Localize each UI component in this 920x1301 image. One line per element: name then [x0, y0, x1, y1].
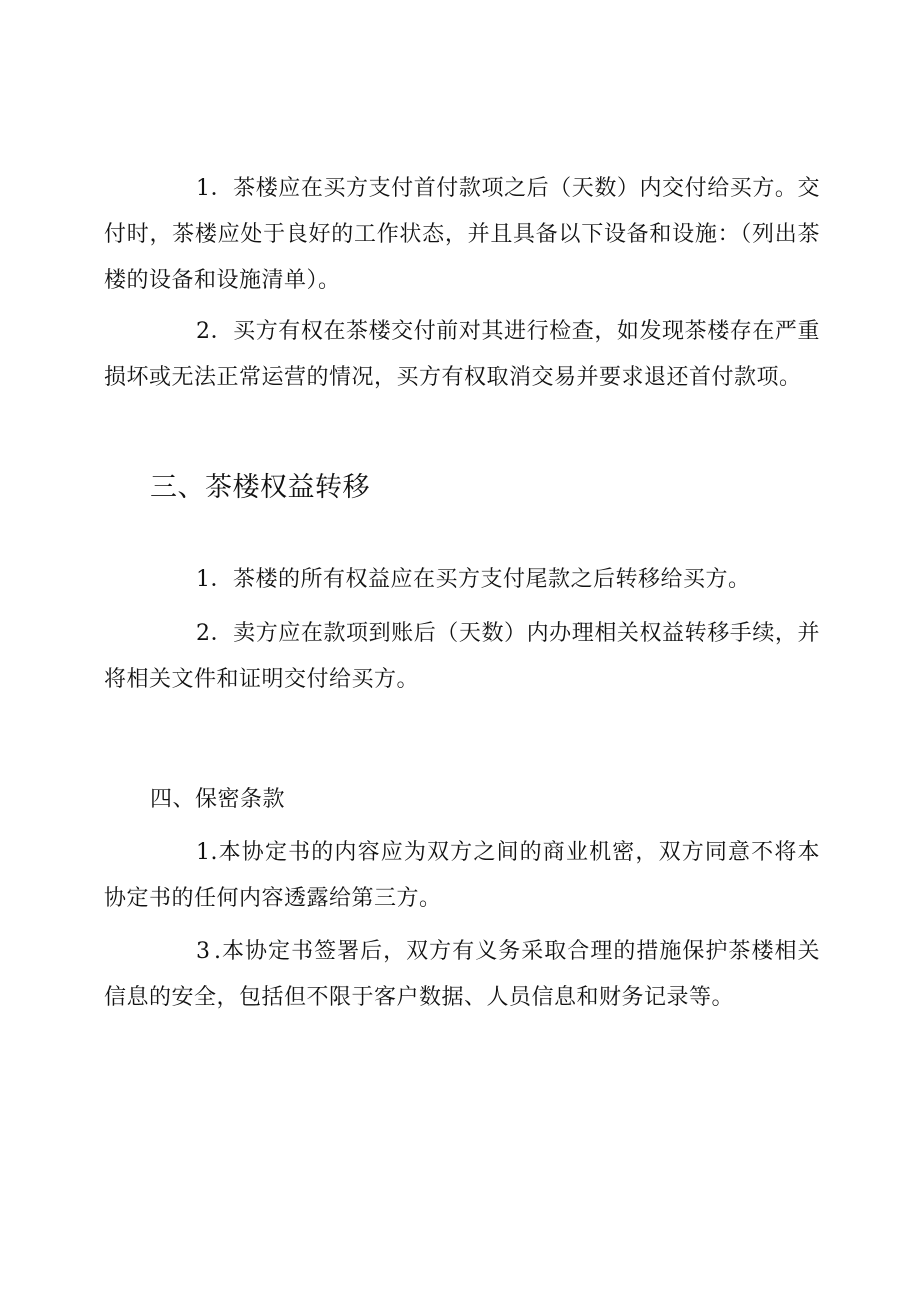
item-text: ．卖方应在款项到账后（天数）内办理相关权益转移手续，并将相关文件和证明交付给买方。: [104, 621, 820, 692]
section3-item1: [104, 557, 820, 603]
section4-heading: 四、保密条款: [150, 787, 286, 812]
item-text: .本协定书签署后，双方有义务采取合理的措施保护茶楼相关信息的安全，包括但不限于客户数据、人员信息和财务记录等。: [104, 939, 820, 1010]
item-text: ．茶楼的所有权益应在买方支付尾款之后转移给买方。: [210, 567, 751, 592]
item-text: .本协定书的内容应为双方之间的商业机密，双方同意不将本协定书的任何内容透露给第三方。: [104, 840, 820, 911]
section2-item2: [104, 309, 820, 401]
section4-item2: [104, 929, 820, 1021]
section3-item2: [104, 611, 820, 703]
item-number: 2: [196, 319, 211, 344]
item-number: 1: [196, 840, 211, 865]
item-number: 1: [196, 176, 211, 201]
item-number: 2: [196, 621, 211, 646]
item-text: ．买方有权在茶楼交付前对其进行检查，如发现茶楼存在严重损坏或无法正常运营的情况，买方有权取消交易并要求退还首付款项。: [104, 319, 820, 390]
item-number: 3: [196, 939, 211, 964]
section4-item1: [104, 830, 820, 922]
item-text: ．茶楼应在买方支付首付款项之后（天数）内交付给买方。交付时，茶楼应处于良好的工作状态，并且具备以下设备和设施：（列出茶楼的设备和设施清单）。: [104, 176, 820, 293]
section3-heading: 三、茶楼权益转移: [150, 472, 370, 503]
section2-item1: [104, 166, 820, 304]
item-number: 1: [196, 567, 211, 592]
